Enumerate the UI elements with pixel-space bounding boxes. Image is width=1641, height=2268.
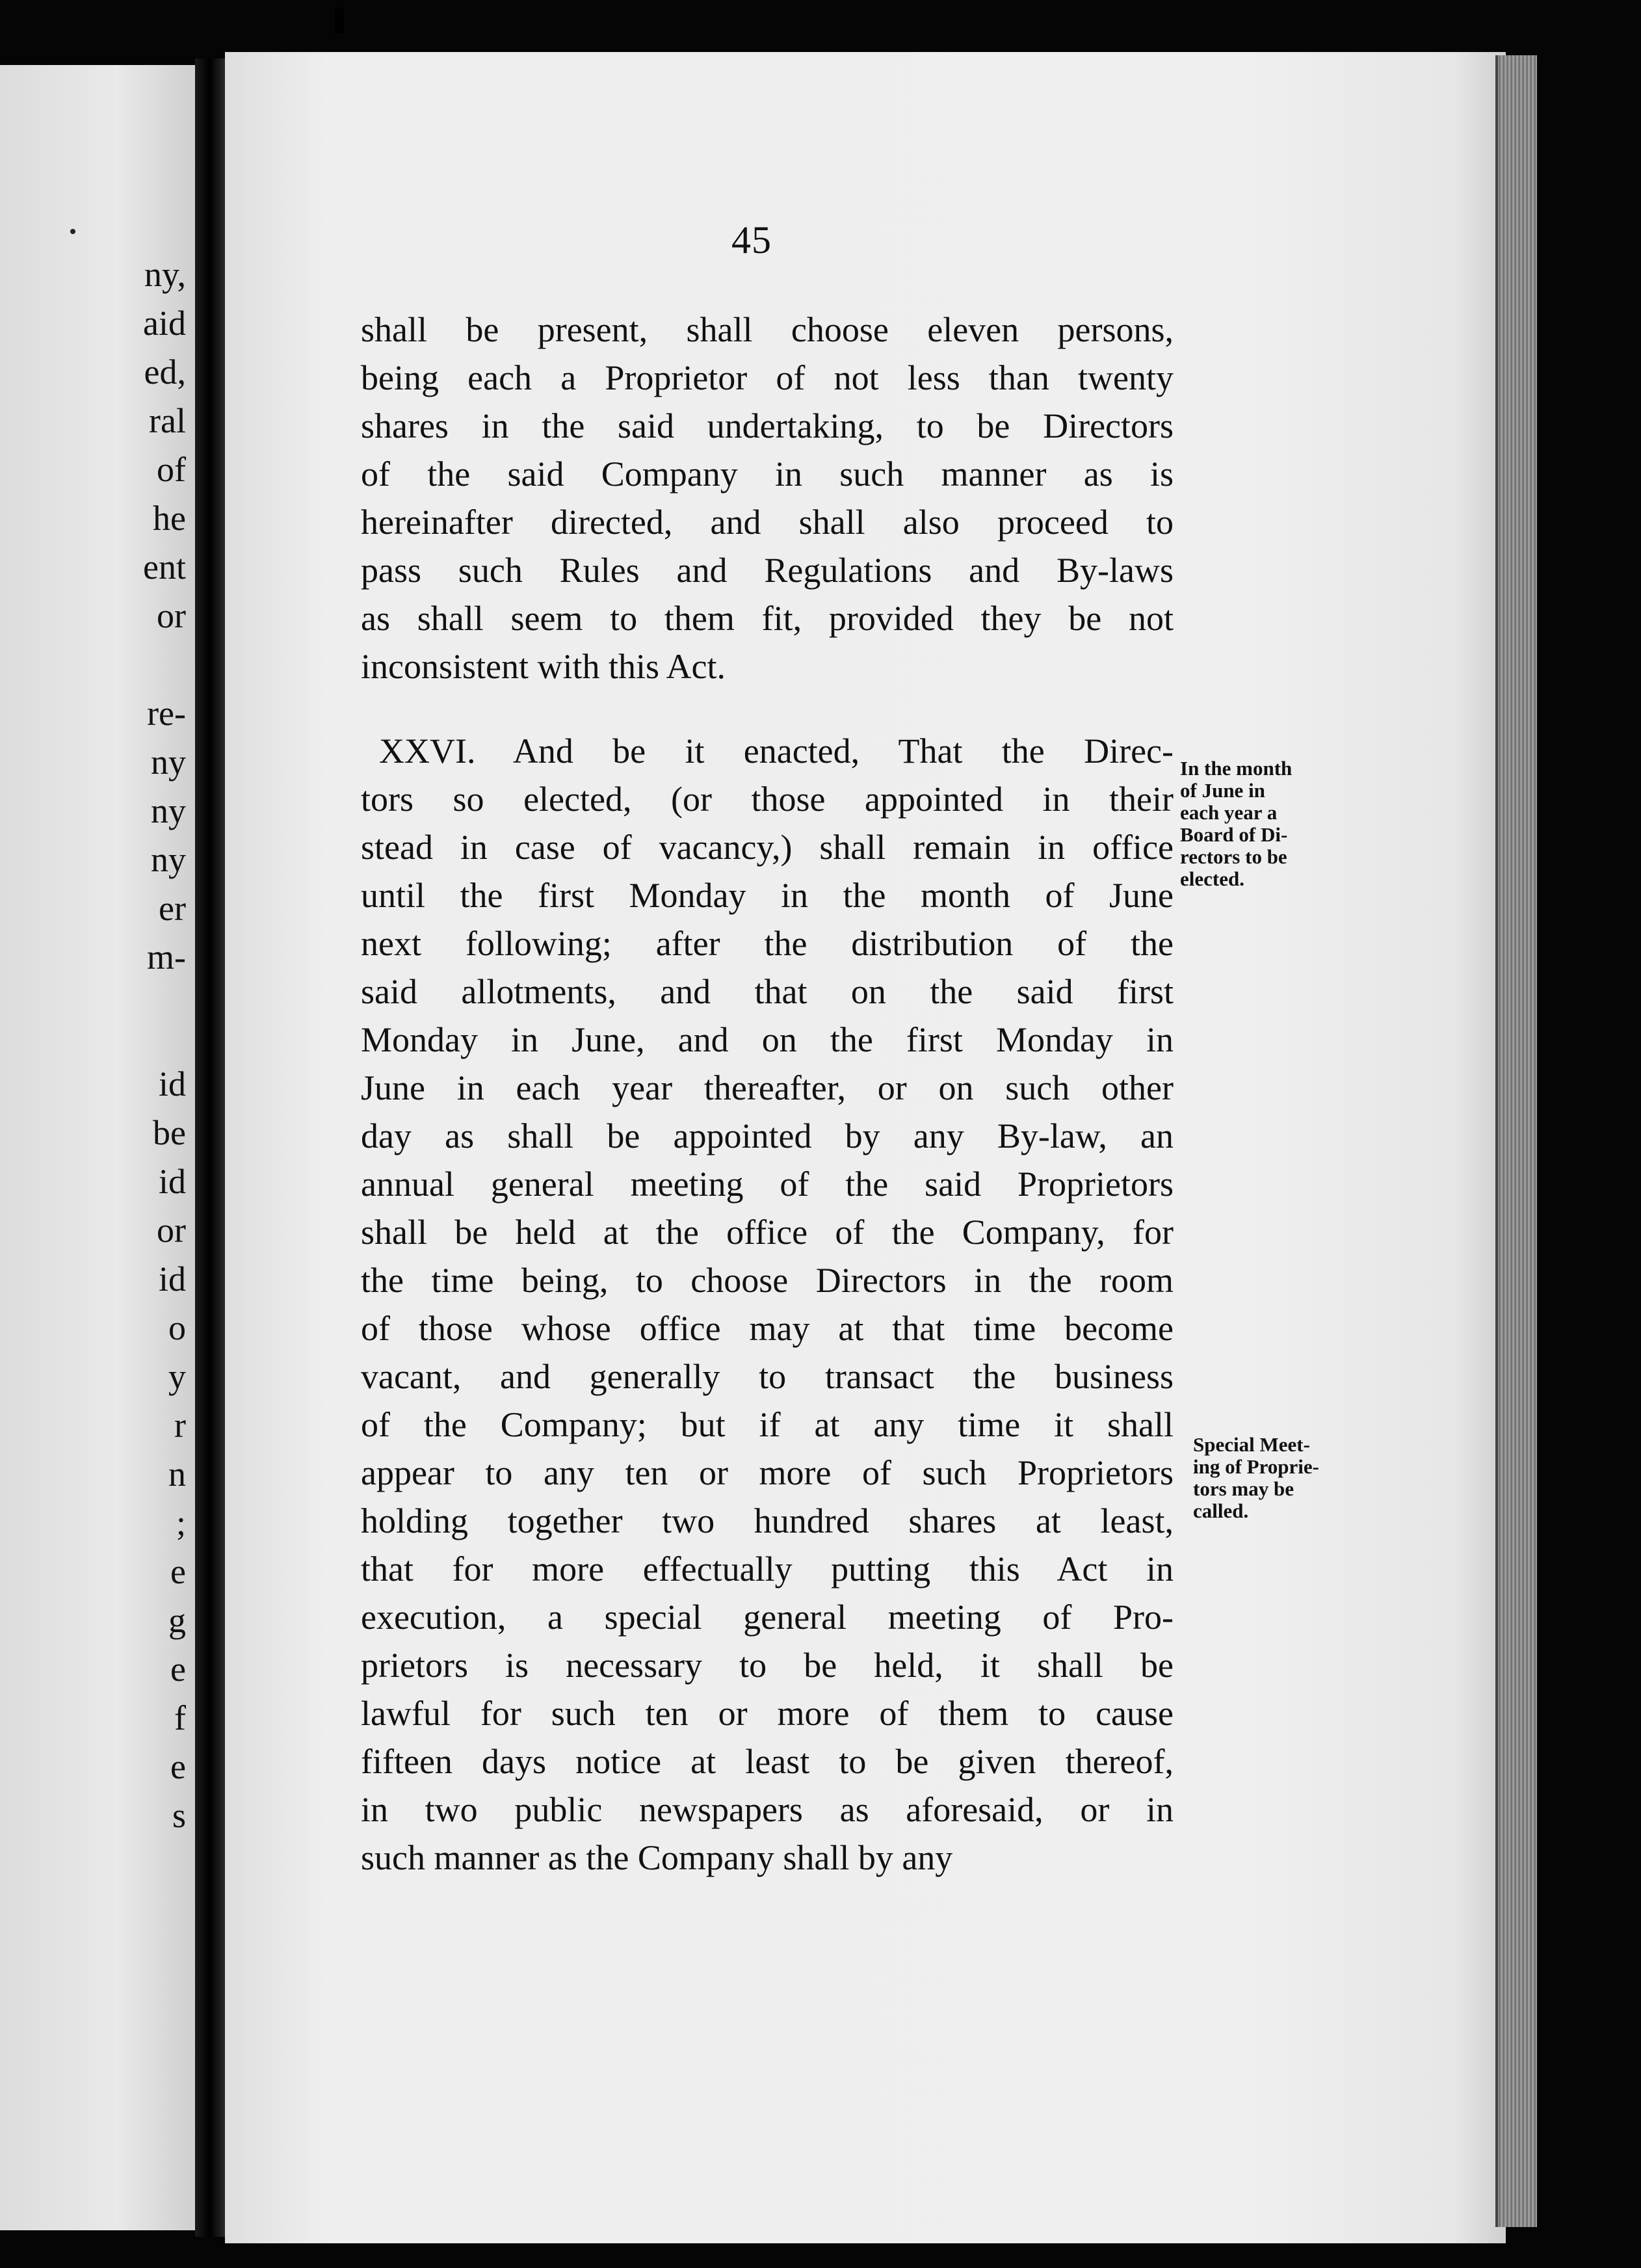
text-line: as shall seem to them fit, provided they be not	[361, 599, 1174, 638]
text-line: vacant, and generally to transact the business	[361, 1357, 1174, 1396]
marginal-note-line: Board of Di-	[1180, 823, 1288, 846]
text-line: inconsistent with this Act.	[361, 647, 726, 686]
previous-page-fragment: ny	[151, 743, 186, 782]
previous-page-fragment: re-	[147, 694, 186, 733]
text-line: holding together two hundred shares at least,	[361, 1501, 1174, 1540]
text-line: annual general meeting of the said Proprietors	[361, 1165, 1174, 1204]
previous-page-fragment: ny	[151, 840, 186, 879]
text-line: being each a Proprietor of not less than twenty	[361, 358, 1174, 397]
text-line: execution, a special general meeting of Pro-	[361, 1598, 1174, 1637]
ink-speck	[70, 229, 75, 234]
previous-page-fragment: s	[172, 1796, 186, 1835]
marginal-note-line: of June in	[1180, 779, 1265, 802]
previous-page-fragment: er	[159, 889, 186, 928]
previous-page-fragment: ent	[143, 547, 186, 587]
previous-page-fragment: ed,	[144, 352, 186, 391]
marginal-note-line: each year a	[1180, 801, 1278, 824]
marginal-note-special-meeting	[1193, 1434, 1319, 1522]
marginal-note-line: In the month	[1180, 757, 1293, 780]
page-edge-stack	[1495, 55, 1537, 2227]
marginal-note-line: elected.	[1180, 867, 1244, 890]
text-line: Monday in June, and on the first Monday in	[361, 1020, 1174, 1059]
previous-page-fragment: m-	[147, 938, 186, 977]
text-line: tors so elected, (or those appointed in their	[361, 780, 1174, 819]
previous-page-fragment: of	[157, 450, 186, 489]
previous-page-fragment: e	[170, 1552, 186, 1591]
previous-page-fragment: id	[158, 1064, 186, 1103]
statute-text	[361, 306, 1174, 1882]
previous-page-edge	[0, 65, 195, 2230]
paragraph-gap	[361, 691, 1174, 727]
text-line: stead in case of vacancy,) shall remain in office	[361, 828, 1174, 867]
marginal-note-board-of-directors	[1180, 758, 1292, 890]
text-line: the time being, to choose Directors in the room	[361, 1261, 1174, 1300]
previous-page-fragment: ny	[151, 791, 186, 830]
paragraph-1	[361, 306, 1174, 691]
previous-page-fragment: g	[168, 1601, 186, 1640]
ink-speck	[335, 8, 344, 34]
previous-page-fragment: ny,	[144, 255, 186, 294]
marginal-note-line: ing of Proprie-	[1193, 1455, 1320, 1478]
text-line: next following; after the distribution of the	[361, 924, 1174, 963]
text-line: pass such Rules and Regulations and By-laws	[361, 551, 1174, 590]
previous-page-fragment: or	[157, 596, 186, 635]
marginal-note-line: Special Meet-	[1193, 1433, 1310, 1456]
text-line: XXVI. And be it enacted, That the Direc-	[379, 732, 1174, 771]
previous-page-fragment: y	[168, 1357, 186, 1396]
previous-page-fragment: ral	[149, 401, 186, 440]
text-line: prietors is necessary to be held, it shall be	[361, 1646, 1174, 1685]
page-number: 45	[731, 218, 772, 261]
previous-page-fragment: f	[174, 1698, 186, 1737]
previous-page-fragment: be	[153, 1113, 186, 1152]
text-line: appear to any ten or more of such Proprietors	[361, 1453, 1174, 1492]
text-line: such manner as the Company shall by any	[361, 1838, 953, 1877]
paragraph-2-section-xxvi	[361, 727, 1174, 1882]
text-line: lawful for such ten or more of them to cause	[361, 1694, 1174, 1733]
text-line: hereinafter directed, and shall also proceed to	[361, 503, 1174, 542]
text-line: day as shall be appointed by any By-law, an	[361, 1116, 1174, 1155]
previous-page-fragment: aid	[143, 304, 186, 343]
marginal-note-line: called.	[1193, 1499, 1249, 1522]
previous-page-fragment: o	[168, 1308, 186, 1347]
previous-page-fragment: e	[170, 1747, 186, 1786]
previous-page-fragment: id	[158, 1162, 186, 1201]
text-line: until the first Monday in the month of June	[361, 876, 1174, 915]
previous-page-fragment: or	[157, 1211, 186, 1250]
marginal-note-line: tors may be	[1193, 1477, 1294, 1500]
previous-page-fragment: r	[174, 1406, 186, 1445]
book-gutter	[195, 59, 225, 2237]
text-line: in two public newspapers as aforesaid, or in	[361, 1790, 1174, 1829]
text-line: that for more effectually putting this Act in	[361, 1549, 1174, 1589]
text-line: shall be present, shall choose eleven persons,	[361, 310, 1174, 349]
text-line: fifteen days notice at least to be given thereof,	[361, 1742, 1174, 1781]
text-line: shall be held at the office of the Company, for	[361, 1213, 1174, 1252]
previous-page-fragment: he	[153, 499, 186, 538]
text-line: of the said Company in such manner as is	[361, 455, 1174, 494]
text-line: shares in the said undertaking, to be Directors	[361, 406, 1174, 445]
marginal-note-line: rectors to be	[1180, 845, 1287, 868]
previous-page-fragment: id	[158, 1259, 186, 1299]
text-line: said allotments, and that on the said first	[361, 972, 1174, 1011]
text-line: June in each year thereafter, or on such other	[361, 1068, 1174, 1107]
text-line: of those whose office may at that time become	[361, 1309, 1174, 1348]
text-line: of the Company; but if at any time it shall	[361, 1405, 1174, 1444]
previous-page-fragment: n	[168, 1455, 186, 1494]
previous-page-fragment: ;	[176, 1503, 186, 1542]
previous-page-fragment: e	[170, 1650, 186, 1689]
